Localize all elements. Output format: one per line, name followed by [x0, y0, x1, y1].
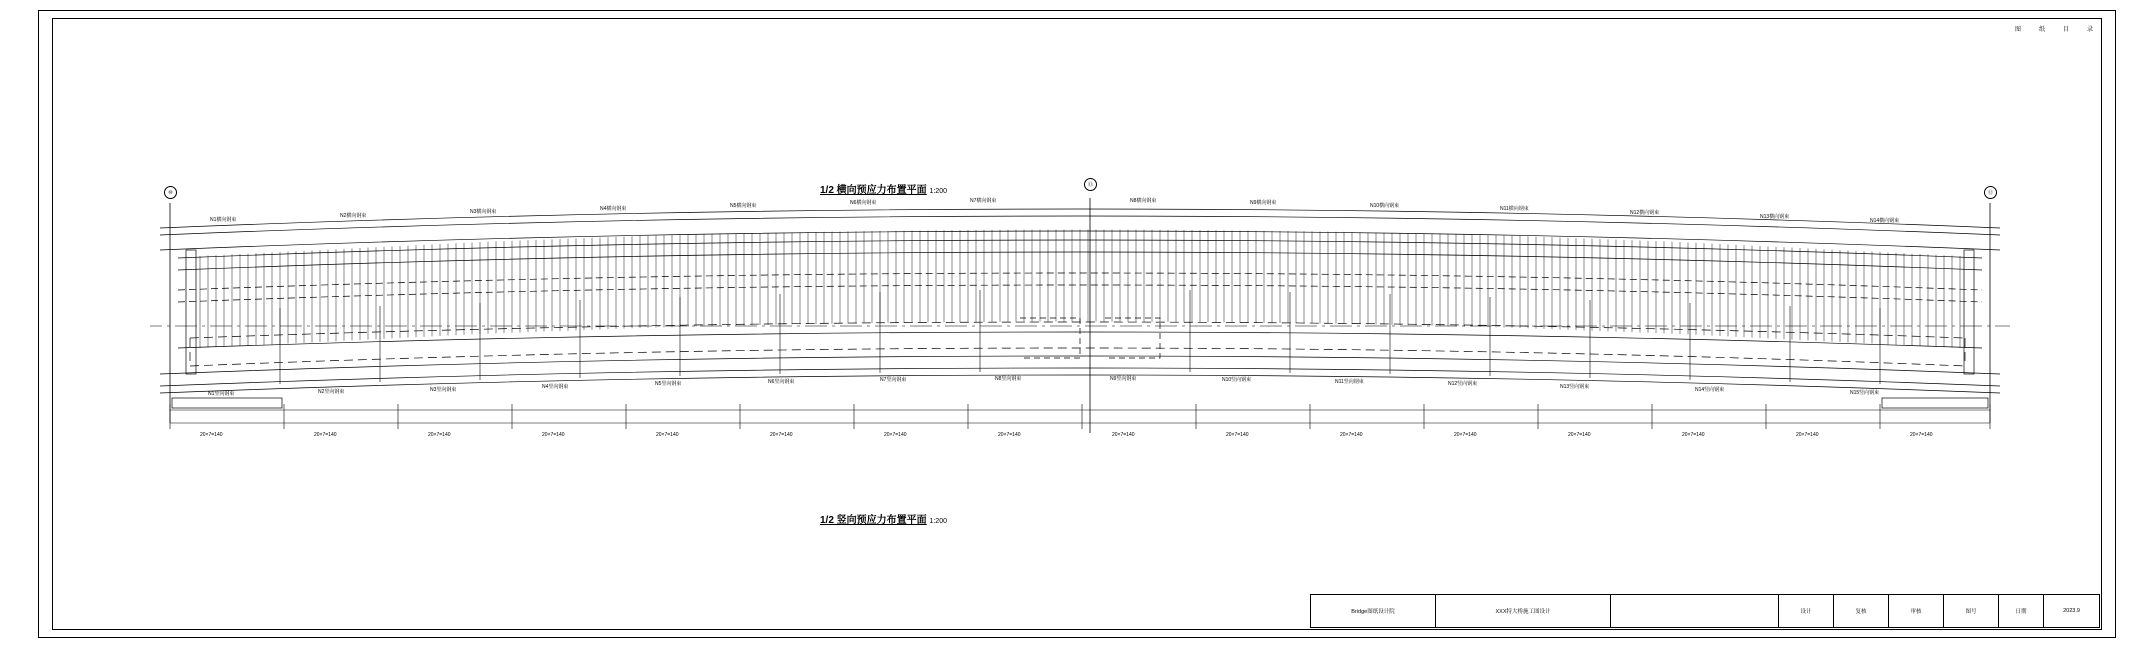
- dimension-label-14: 20×7=140: [1796, 432, 1819, 438]
- top-tendon-label-13: N14横向钢束: [1870, 218, 1900, 224]
- bottom-tendon-label-4: N5竖向钢束: [655, 381, 682, 387]
- bottom-tendon-label-7: N8竖向钢束: [995, 376, 1022, 382]
- title-block-designer: 设计: [1779, 595, 1834, 627]
- top-tendon-label-7: N8横向钢束: [1130, 198, 1157, 204]
- end-block-left: [186, 250, 196, 374]
- bottom-view-title: [820, 511, 947, 526]
- bottom-tendon-label-1: N2竖向钢束: [318, 389, 345, 395]
- bottom-tendon-label-0: N1竖向钢束: [208, 391, 235, 397]
- title-block-date-value: 2023.9: [2063, 608, 2080, 614]
- tendon-envelope-upper: [190, 322, 1965, 338]
- top-tendon-label-8: N9横向钢束: [1250, 200, 1277, 206]
- bottom-tendon-label-3: N4竖向钢束: [542, 384, 569, 390]
- bottom-tendon-label-14: N15竖向钢束: [1850, 390, 1880, 396]
- dim-box-left: [172, 398, 282, 408]
- top-tendon-label-6: N7横向钢束: [970, 198, 997, 204]
- title-block-approver: 审核: [1889, 595, 1944, 627]
- top-tendon-label-5: N6横向钢束: [850, 200, 877, 206]
- dimension-label-4: 20×7=140: [656, 432, 679, 438]
- plan-svg: [150, 198, 2010, 498]
- top-view-title-text: 1/2 横向预应力布置平面: [820, 185, 927, 196]
- dimension-label-2: 20×7=140: [428, 432, 451, 438]
- tendon-envelope-lower: [190, 348, 1965, 366]
- dimension-label-12: 20×7=140: [1568, 432, 1591, 438]
- top-tendon-label-9: N10横向钢束: [1370, 203, 1400, 209]
- top-tendon-label-4: N5横向钢束: [730, 203, 757, 209]
- dimension-label-15: 20×7=140: [1910, 432, 1933, 438]
- dimension-label-3: 20×7=140: [542, 432, 565, 438]
- top-view-title: [820, 181, 947, 196]
- dimension-label-6: 20×7=140: [884, 432, 907, 438]
- bottom-view-scale: 1:200: [929, 518, 947, 525]
- dimension-label-1: 20×7=140: [314, 432, 337, 438]
- top-tendon-label-3: N4横向钢束: [600, 206, 627, 212]
- bottom-tendon-label-8: N9竖向钢束: [1110, 376, 1137, 382]
- anchor-box-right: [1105, 318, 1160, 358]
- top-tendon-label-2: N3横向钢束: [470, 209, 497, 215]
- anchor-box-left: [1020, 318, 1080, 358]
- dimension-label-10: 20×7=140: [1340, 432, 1363, 438]
- end-block-right: [1964, 250, 1974, 374]
- dimension-label-13: 20×7=140: [1682, 432, 1705, 438]
- axis-bubble-mid: ⑪: [1084, 178, 1097, 191]
- sheet-corner-marks: [2015, 24, 2093, 33]
- bottom-tendon-label-13: N14竖向钢束: [1695, 387, 1725, 393]
- title-block-drawing-no: 图号: [1944, 595, 1999, 627]
- bottom-tendon-label-6: N7竖向钢束: [880, 377, 907, 383]
- top-tendon-label-11: N12横向钢束: [1630, 210, 1660, 216]
- dimension-ticks: [170, 404, 1990, 429]
- top-view-scale: 1:200: [929, 188, 947, 195]
- corner-mark-3: 录: [2086, 27, 2093, 33]
- deck-edge-bot-inner: [160, 368, 2000, 386]
- bottom-view-title-text: 1/2 竖向预应力布置平面: [820, 515, 927, 526]
- top-tendon-label-12: N13横向钢束: [1760, 214, 1790, 220]
- bottom-tendon-label-11: N12竖向钢束: [1448, 381, 1478, 387]
- bottom-tendon-label-9: N10竖向钢束: [1222, 377, 1252, 383]
- corner-mark-1: 纸: [2038, 27, 2045, 33]
- dimension-label-0: 20×7=140: [200, 432, 223, 438]
- title-block: [1310, 594, 2100, 628]
- bottom-tendon-label-5: N6竖向钢束: [768, 379, 795, 385]
- bottom-tendon-label-10: N11竖向钢束: [1335, 379, 1364, 385]
- top-tendon-label-10: N11横向钢束: [1500, 206, 1529, 212]
- bottom-tendon-label-12: N13竖向钢束: [1560, 384, 1590, 390]
- dimension-label-11: 20×7=140: [1454, 432, 1477, 438]
- title-block-drawing-name: [1611, 595, 1779, 627]
- corner-mark-2: 目: [2062, 27, 2069, 33]
- dimension-label-7: 20×7=140: [998, 432, 1021, 438]
- top-tendon-label-0: N1横向钢束: [210, 217, 237, 223]
- title-block-company: Bridge图纸设计院: [1311, 595, 1436, 627]
- bottom-tendon-label-2: N3竖向钢束: [430, 387, 457, 393]
- corner-mark-0: 图: [2014, 27, 2021, 33]
- top-tendon-label-1: N2横向钢束: [340, 213, 367, 219]
- girder-line-bot: [160, 356, 2000, 374]
- title-block-date-label: 日期: [1999, 595, 2044, 627]
- axis-bubble-right: ⑫: [1984, 186, 1997, 199]
- axis-bubble-left: ⑩: [164, 186, 177, 199]
- dimension-label-9: 20×7=140: [1226, 432, 1249, 438]
- dim-box-right: [1882, 398, 1988, 408]
- title-block-checker: 复核: [1834, 595, 1889, 627]
- title-block-project: XXX特大桥施工图设计: [1436, 595, 1611, 627]
- dimension-label-8: 20×7=140: [1112, 432, 1135, 438]
- dimension-label-5: 20×7=140: [770, 432, 793, 438]
